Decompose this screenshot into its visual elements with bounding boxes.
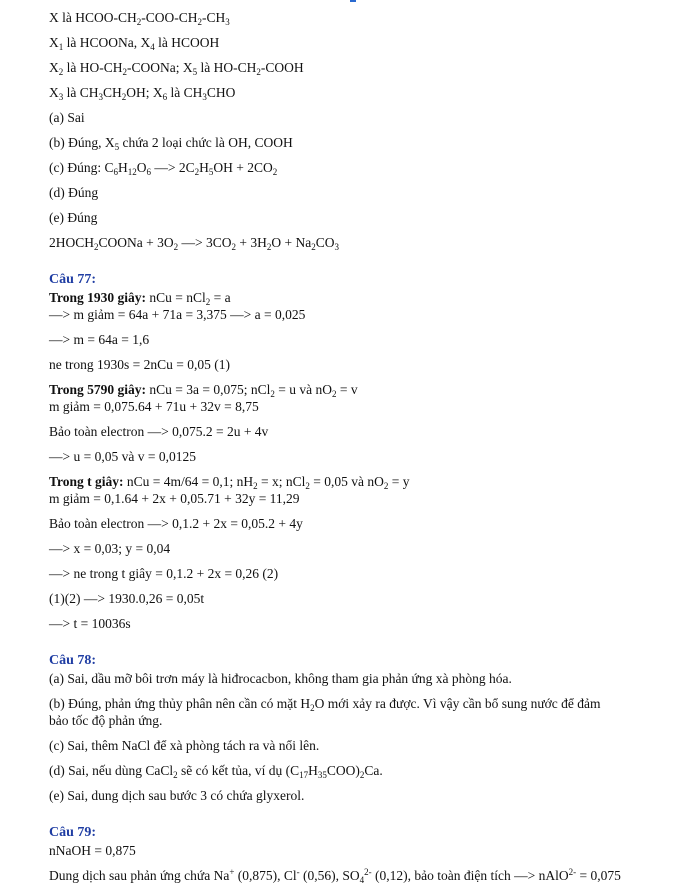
q77-line-5: Trong 5790 giây: nCu = 3a = 0,075; nCl$_2$ = u và $nO_2 = v$ (49, 382, 358, 399)
q76-c: (c) Đúng: $C_6H_{12}O_6$ —> $2C_2H_5OH + 2CO_2$ (49, 160, 278, 177)
q77-line-15: —> t = 10036s (49, 616, 131, 631)
q77-t3-label: Trong t giây: (49, 474, 124, 489)
q76-x2: $X_2$ là $HO-CH_2$-COONa; $X_5$ là $HO-CH_2$-COOH (49, 60, 304, 77)
q78-title: Câu 78: (49, 653, 97, 668)
q77-line-2: —> m giảm = 64a + 71a = 3,375 —> a = 0,025 (49, 307, 306, 322)
q77-t2-label: Trong 5790 giây: (49, 382, 147, 397)
q77-line-12: —> x = 0,03; y = 0,04 (49, 541, 171, 556)
q76-x-ester: X là HCOO-$CH_2-COO-CH_2-CH_3$ (49, 10, 230, 27)
q79-line-2: Dung dịch sau phản ứng chứa Na+ (0,875), Cl- (0,56), $SO_4^{2-}$ (0,12), bảo toàn điện tích —> nAlO$^{2-}$ = 0,075 (49, 867, 621, 885)
q78-e: (e) Sai, dung dịch sau bước 3 có chứa glyxerol. (49, 788, 305, 803)
q77-line-6: m giảm = 0,075.64 + 71u + 32v = 8,75 (49, 399, 259, 414)
q77-line-1: Trong 1930 giây: nCu = nCl$_2$ = a (49, 290, 231, 307)
q77-line-3: —> m = 64a = 1,6 (49, 332, 150, 347)
q77-line-11: Bảo toàn electron —> 0,1.2 + 2x = 0,05.2 + 4y (49, 516, 303, 531)
q79-title: Câu 79: (49, 825, 97, 840)
q77-t1-label: Trong 1930 giây: (49, 290, 147, 305)
q79-line-1: nNaOH = 0,875 (49, 843, 136, 858)
q76-x3: $X_3$ là $CH_3CH_2OH$; $X_6$ là $CH_3CHO$ (49, 85, 236, 102)
q77-line-7: Bảo toàn electron —> 0,075.2 = 2u + 4v (49, 424, 269, 439)
q76-d: (d) Đúng (49, 185, 99, 200)
q78-d: (d) Sai, nếu dùng CaCl$_2$ sẽ có kết tủa, ví dụ $(C_{17}H_{35}COO)_2Ca$. (49, 763, 383, 780)
q78-b-line-1: (b) Đúng, phản ứng thủy phân nên cần có mặt $H_2O$ mới xảy ra được. Vì vậy cần bổ sung nước để đảm (49, 696, 601, 713)
q77-line-8: —> u = 0,05 và v = 0,0125 (49, 449, 196, 464)
q77-line-13: —> ne trong t giây = 0,1.2 + 2x = 0,26 (2) (49, 566, 279, 581)
q76-b: (b) Đúng, $X_5$ chứa 2 loại chức là OH, COOH (49, 135, 293, 152)
q78-c: (c) Sai, thêm NaCl để xà phòng tách ra và nổi lên. (49, 738, 320, 753)
q77-line-4: ne trong 1930s = 2nCu = 0,05 (1) (49, 357, 230, 372)
q76-equation: $2HOCH_2COONa + 3O_2$ —> $3CO_2 + 3H_2O + Na_2CO_3$ (49, 235, 339, 252)
top-accent-mark (350, 0, 356, 2)
q77-title: Câu 77: (49, 272, 97, 287)
q77-line-14: (1)(2) —> 1930.0,26 = 0,05t (49, 591, 205, 606)
q76-x1: $X_1$ là HCOONa, $X_4$ là HCOOH (49, 35, 220, 52)
q77-line-10: m giảm = 0,1.64 + 2x + 0,05.71 + 32y = 11,29 (49, 491, 300, 506)
q76-e: (e) Đúng (49, 210, 98, 225)
q78-b-line-2: bảo tốc độ phản ứng. (49, 713, 163, 728)
q76-a: (a) Sai (49, 110, 85, 125)
q78-a: (a) Sai, dầu mỡ bôi trơn máy là hiđrocacbon, không tham gia phản ứng xà phòng hóa. (49, 671, 512, 686)
q77-line-9: Trong t giây: nCu = 4m/64 = 0,1; $nH_2 = x$; nCl$_2$ = 0,05 và $nO_2 = y$ (49, 474, 410, 491)
